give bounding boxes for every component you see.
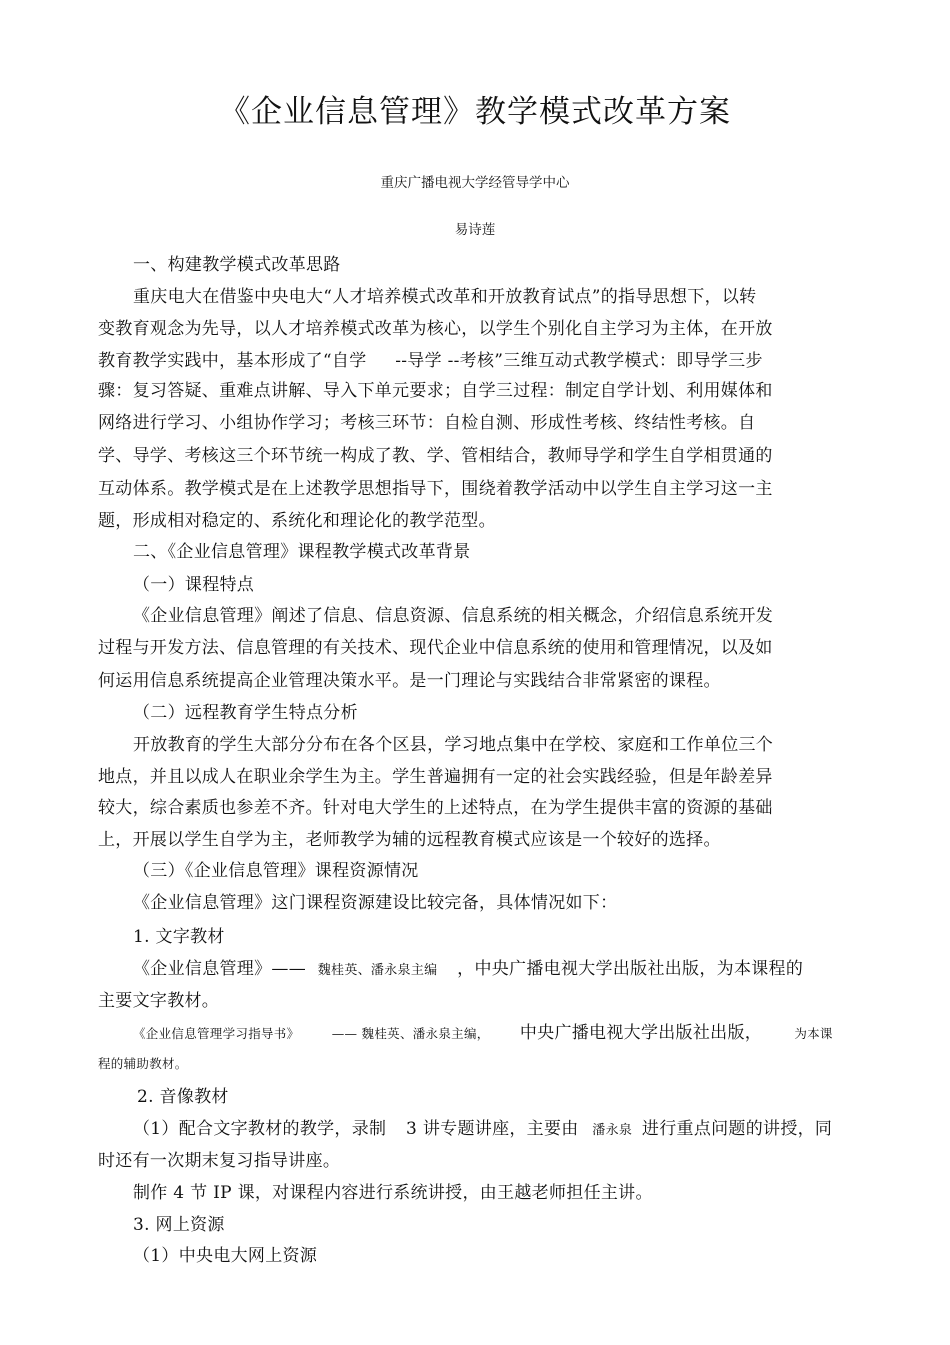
paragraph-line: 题，形成相对稳定的、系统化和理论化的教学范型。 xyxy=(98,511,496,531)
paragraph-line: 网络进行学习、小组协作学习；考核三环节：自检自测、形成性考核、终结性考核。自 xyxy=(98,413,756,433)
paragraph-line: 制作 4 节 IP 课，对课程内容进行系统讲授，由王越老师担任主讲。 xyxy=(133,1183,653,1203)
subsection-heading: （1）中央电大网上资源 xyxy=(133,1246,318,1266)
paragraph-line xyxy=(133,1022,833,1045)
paragraph-line: 骤：复习答疑、重难点讲解、导入下单元要求；自学三过程：制定自学计划、利用媒体和 xyxy=(98,381,773,401)
text-run: 为本课 xyxy=(794,1026,833,1041)
text-run: 潘永泉 xyxy=(592,1123,633,1138)
paragraph-line: 主要文字教材。 xyxy=(98,991,220,1011)
institution: 重庆广播电视大学经管导学中心 xyxy=(380,175,570,191)
paragraph-line xyxy=(133,1118,832,1142)
document-title: 《企业信息管理》教学模式改革方案 xyxy=(219,94,731,130)
subsection-heading: （二）远程教育学生特点分析 xyxy=(133,703,358,723)
paragraph-line: 较大，综合素质也参差不齐。针对电大学生的上述特点，在为学生提供丰富的资源的基础 xyxy=(98,798,773,818)
text-run: ，中央广播电视大学出版社出版，为本课程的 xyxy=(457,959,804,979)
subsection-heading: （三）《企业信息管理》课程资源情况 xyxy=(133,861,419,881)
text-run: 魏桂英、潘永泉主编 xyxy=(317,963,438,978)
paragraph-line: 学、导学、考核这三个环节统一构成了教、学、管相结合，教师导学和学生自学相贯通的 xyxy=(98,446,773,466)
paragraph-line: 教育教学实践中，基本形成了“自学 --导学 --考核”三维互动式教学模式：即导学三步 xyxy=(98,351,763,371)
text-run: —— 魏桂英、潘永泉主编， xyxy=(331,1026,490,1041)
text-run: 中央广播电视大学出版社出版， xyxy=(519,1023,763,1043)
section-heading-2: 二、《企业信息管理》课程教学模式改革背景 xyxy=(133,542,471,562)
paragraph-line: 《企业信息管理》这门课程资源建设比较完备，具体情况如下： xyxy=(133,893,618,913)
paragraph-line: 互动体系。教学模式是在上述教学思想指导下，围绕着教学活动中以学生自主学习这一主 xyxy=(98,479,773,499)
text-run: 《企业信息管理学习指导书》 xyxy=(133,1026,300,1041)
section-heading-1: 一、构建教学模式改革思路 xyxy=(133,255,341,275)
paragraph-line: 程的辅助教材。 xyxy=(98,1056,188,1071)
list-item-heading: 1. 文字教材 xyxy=(133,927,225,947)
paragraph-line: 何运用信息系统提高企业管理决策水平。是一门理论与实践结合非常紧密的课程。 xyxy=(98,671,721,691)
paragraph-line: 重庆电大在借鉴中央电大“人才培养模式改革和开放教育试点”的指导思想下，以转 xyxy=(133,287,757,307)
text-run: 《企业信息管理》—— xyxy=(133,959,306,979)
paragraph-line: 时还有一次期末复习指导讲座。 xyxy=(98,1151,341,1171)
paragraph-line: 开放教育的学生大部分分布在各个区县，学习地点集中在学校、家庭和工作单位三个 xyxy=(133,735,774,755)
paragraph-line: 《企业信息管理》阐述了信息、信息资源、信息系统的相关概念，介绍信息系统开发 xyxy=(133,606,774,626)
paragraph-line: 上，开展以学生自学为主，老师教学为辅的远程教育模式应该是一个较好的选择。 xyxy=(98,830,721,850)
list-item-heading: 3. 网上资源 xyxy=(133,1215,225,1235)
paragraph-line: 过程与开发方法、信息管理的有关技术、现代企业中信息系统的使用和管理情况，以及如 xyxy=(98,638,773,658)
subsection-heading: （一）课程特点 xyxy=(133,575,255,595)
paragraph-line: 地点，并且以成人在职业余学生为主。学生普遍拥有一定的社会实践经验，但是年龄差异 xyxy=(98,767,773,787)
text-run: 3 讲专题讲座，主要由 xyxy=(406,1119,579,1139)
list-item-heading: 2. 音像教材 xyxy=(137,1087,229,1107)
text-run: 进行重点问题的讲授，同 xyxy=(641,1119,833,1139)
paragraph-line: 变教育观念为先导，以人才培养模式改革为核心，以学生个别化自主学习为主体，在开放 xyxy=(98,319,773,339)
paragraph-line xyxy=(133,958,803,982)
author: 易诗莲 xyxy=(454,222,496,238)
text-run: （1）配合文字教材的教学，录制 xyxy=(133,1119,387,1139)
